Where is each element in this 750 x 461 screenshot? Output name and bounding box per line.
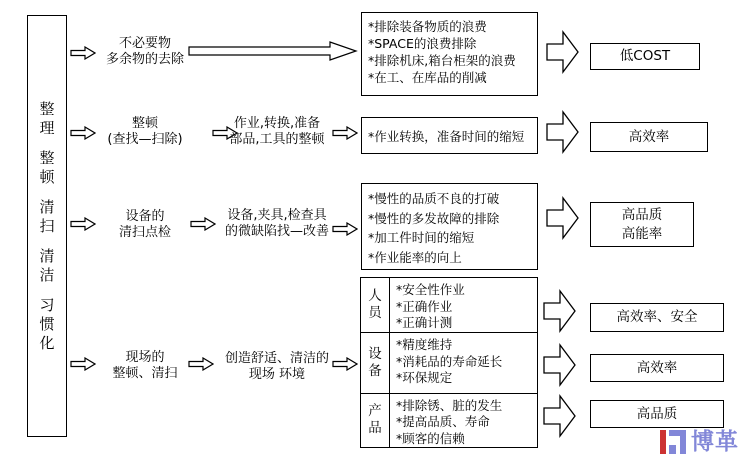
effect-line: *加工件时间的缩短: [368, 230, 475, 245]
table-item: *正确计测: [396, 315, 453, 330]
table-item: *安全性作业: [396, 282, 465, 297]
row3-label: [95, 209, 195, 241]
big-right-arrow-icon: [546, 196, 579, 240]
row2-label: [95, 116, 195, 148]
right-arrow-icon: [70, 357, 96, 371]
table-item: *环保规定: [396, 370, 453, 386]
sidebar-word-seiso: 清扫: [39, 197, 55, 235]
row3-middle-text: [216, 208, 338, 240]
table-item: *排除锈、脏的发生: [396, 397, 503, 413]
row4-label-line1: 现场的: [125, 350, 165, 365]
outcome-table: [360, 277, 538, 448]
right-arrow-icon: [70, 46, 96, 60]
row2-label-line1: 整顿: [131, 116, 158, 131]
effect-line: *排除装备物质的浪费: [368, 19, 487, 34]
bogee-logo-text: 博革: [691, 429, 739, 455]
long-right-arrow-icon: [188, 40, 358, 62]
table-items-cell: [390, 333, 537, 392]
result-box-quality-capacity: [590, 202, 694, 247]
table-item: *消耗品的寿命延长: [396, 353, 503, 369]
row4-label-line2: 整顿、清扫: [112, 366, 178, 381]
result-text: 高效率: [636, 359, 678, 376]
row3-middle-line2: 的微缺陷找—改善: [224, 224, 329, 239]
row1-label-line2: 多余物的去除: [105, 52, 184, 67]
five-s-sidebar-box: [27, 15, 67, 437]
row2-middle-text: [218, 116, 336, 148]
table-row-personnel: [361, 278, 537, 333]
result-text: 低COST: [619, 48, 671, 64]
effect-line: *排除机床,箱台柜架的浪费: [368, 53, 516, 68]
result-text: 高能率: [621, 225, 663, 242]
result-box-efficiency-safety: [590, 303, 724, 332]
row4-middle-text: [214, 351, 340, 383]
table-row-equipment: [361, 333, 537, 393]
result-text: 高品质: [621, 206, 663, 223]
row3-label-line2: 清扫点检: [118, 225, 171, 240]
result-box-efficiency2: [590, 354, 724, 382]
row2-effects-box: [361, 117, 538, 154]
row4-middle-line1: 创造舒适、清洁的: [224, 351, 329, 366]
big-right-arrow-icon: [543, 289, 576, 333]
right-arrow-icon: [70, 126, 96, 140]
effect-line: *SPACE的浪费排除: [368, 36, 477, 51]
table-item: *精度维持: [396, 337, 453, 353]
table-items-cell: [390, 278, 537, 332]
row1-label: [95, 36, 195, 68]
table-category-cell: [361, 278, 390, 332]
row4-middle-line2: 现场 环境: [248, 367, 306, 382]
sidebar-word-shitsuke: 习惯化: [39, 295, 55, 352]
big-right-arrow-icon: [543, 343, 576, 387]
sidebar-word-seiri: 整理: [39, 99, 55, 137]
category-label: 产品: [368, 403, 382, 437]
table-item: *提高品质、寿命: [396, 414, 490, 429]
result-text: 高品质: [636, 405, 678, 422]
big-right-arrow-icon: [546, 110, 579, 154]
row2-label-line2: (查找—扫除): [107, 132, 183, 147]
result-box-quality: [590, 400, 724, 428]
right-arrow-icon: [70, 217, 96, 231]
table-category-cell: [361, 394, 390, 448]
effect-line: *作业能率的向上: [368, 249, 462, 265]
table-items-cell: [390, 394, 537, 448]
big-right-arrow-icon: [543, 394, 576, 438]
big-right-arrow-icon: [546, 30, 579, 74]
category-label: 人员: [368, 288, 382, 322]
table-item: *正确作业: [396, 298, 453, 314]
effect-line: *慢性的品质不良的打破: [368, 191, 500, 206]
bogee-logo: [660, 428, 739, 456]
effect-line: *作业转换，准备时间的缩短: [368, 128, 525, 144]
category-label: 设备: [368, 345, 382, 379]
result-text: 高效率: [628, 128, 670, 145]
effect-line: *在工、在库品的削减: [368, 70, 487, 85]
row2-middle-line1: 作业,转换,准备: [233, 116, 321, 131]
row4-label: [95, 350, 195, 382]
row3-label-line1: 设备的: [125, 209, 165, 224]
row2-middle-line2: 部品,工具的整顿: [229, 132, 325, 147]
row3-middle-line1: 设备,夹具,检查具: [227, 208, 327, 223]
row1-label-line1: 不必要物: [118, 36, 171, 51]
result-box-efficiency: [590, 122, 708, 152]
sidebar-word-seiton: 整顿: [39, 148, 55, 186]
table-row-product: [361, 394, 537, 448]
row1-effects-box: [361, 12, 538, 96]
result-box-low-cost: [590, 43, 700, 70]
row3-effects-box: [361, 183, 538, 270]
effect-line: *慢性的多发故障的排除: [368, 210, 500, 226]
table-category-cell: [361, 333, 390, 392]
bogee-logo-icon: [660, 428, 688, 456]
table-item: *顾客的信赖: [396, 430, 465, 446]
result-text: 高效率、安全: [616, 309, 698, 325]
sidebar-word-seiketsu: 清洁: [39, 246, 55, 284]
